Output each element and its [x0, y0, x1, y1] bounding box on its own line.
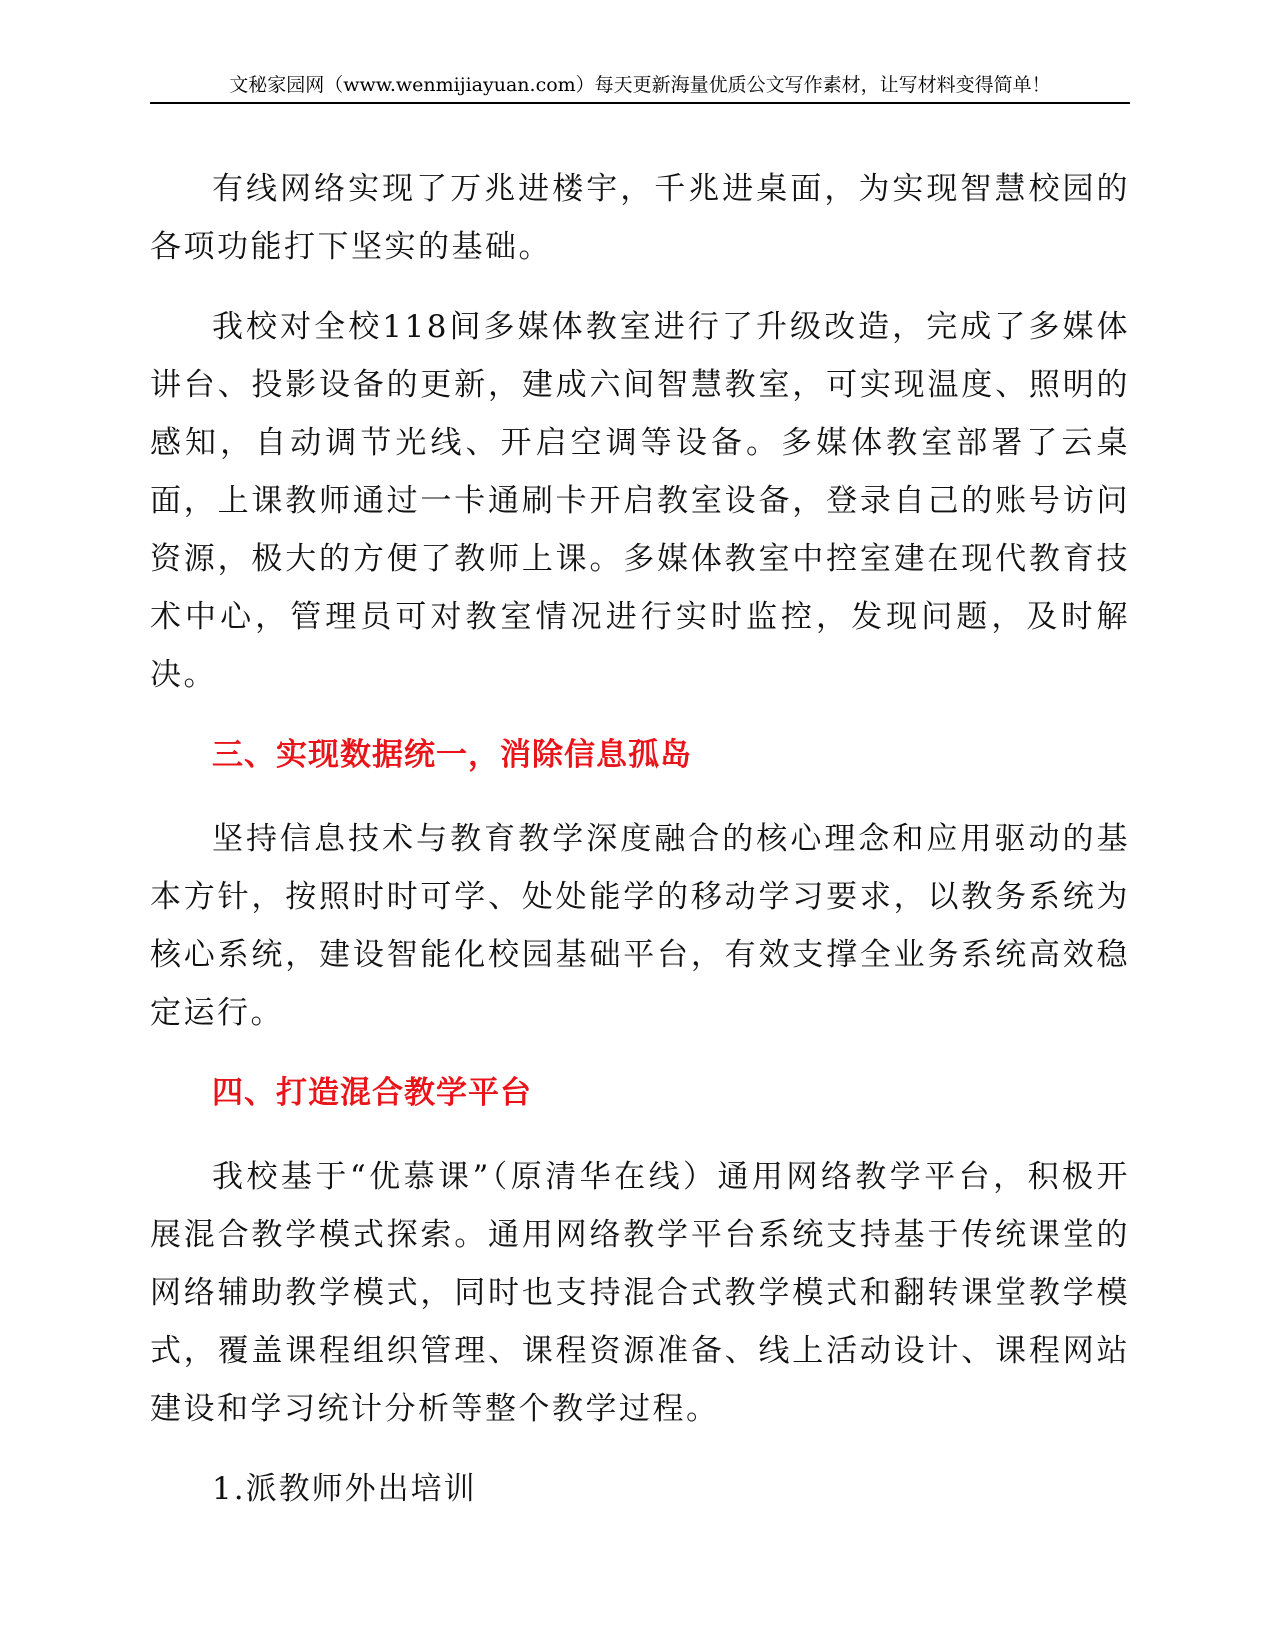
list-item-teacher-training: 1.派教师外出培训 [212, 1471, 477, 1507]
document-body [150, 160, 1130, 1518]
section-heading-blended-teaching: 四、打造混合教学平台 [212, 1075, 532, 1111]
section-heading-data-unification: 三、实现数据统一，消除信息孤岛 [212, 737, 692, 773]
paragraph-data-platform: 坚持信息技术与教育教学深度融合的核心理念和应用驱动的基本方针，按照时时可学、处处能学的移动学习要求，以教务系统为核心系统，建设智能化校园基础平台，有效支撑全业务系统高效稳定运行。 [150, 821, 1130, 1031]
paragraph-network: 有线网络实现了万兆进楼宇，千兆进桌面，为实现智慧校园的各项功能打下坚实的基础。 [150, 171, 1130, 265]
paragraph-multimedia-classrooms: 我校对全校118间多媒体教室进行了升级改造，完成了多媒体讲台、投影设备的更新，建成六间智慧教室，可实现温度、照明的感知，自动调节光线、开启空调等设备。多媒体教室部署了云桌面，上课教师通过一卡通刷卡开启教室设备，登录自己的账号访问资源，极大的方便了教师上课。多媒体教室中控室建在现代教育技术中心，管理员可对教室情况进行实时监控，发现问题，及时解决。 [150, 309, 1130, 693]
paragraph-teaching-platform: 我校基于“优慕课”（原清华在线）通用网络教学平台，积极开展混合教学模式探索。通用网络教学平台系统支持基于传统课堂的网络辅助教学模式，同时也支持混合式教学模式和翻转课堂教学模式，覆盖课程组织管理、课程资源准备、线上活动设计、课程网站建设和学习统计分析等整个教学过程。 [150, 1159, 1130, 1427]
page-header: 文秘家园网（www.wenmijiayuan.com）每天更新海量优质公文写作素材，让写材料变得简单！ [150, 72, 1130, 104]
